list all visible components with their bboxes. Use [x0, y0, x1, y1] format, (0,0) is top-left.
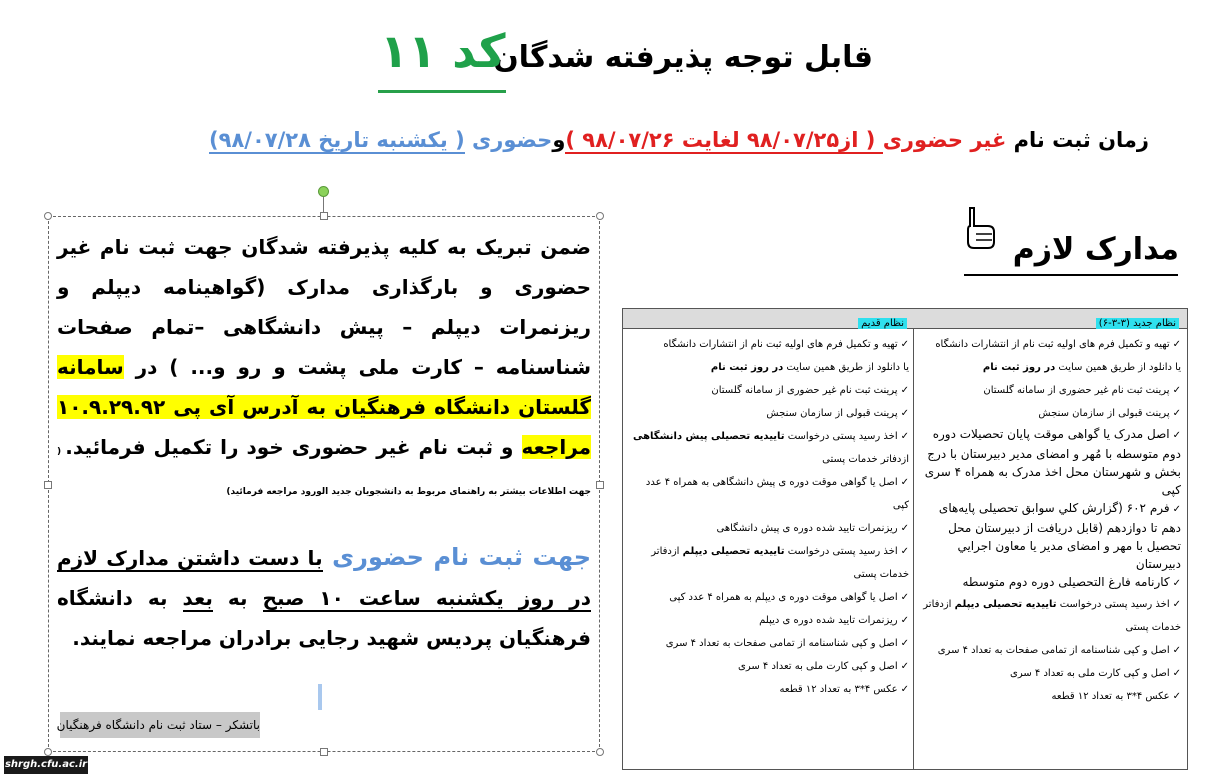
notice-paragraph-online	[57, 227, 591, 507]
old-system-items	[623, 329, 915, 701]
new-system-item	[920, 356, 1181, 379]
reg-label: زمان ثبت نام	[1006, 128, 1149, 152]
old-system-item-emphasis: در روز ثبت نام	[710, 362, 784, 373]
checkmark-icon: ✓	[1172, 408, 1181, 419]
resize-handle-top[interactable]	[320, 212, 328, 220]
reg-presence: حضوری	[464, 128, 553, 152]
old-system-item-text: عکس ۴*۳ به تعداد ۱۲ قطعه	[779, 684, 898, 695]
new-system-item-text: کارنامه فارغ التحصیلی دوره دوم متوسطه	[962, 575, 1170, 589]
rotate-handle[interactable]	[318, 186, 329, 197]
docs-heading-underline	[964, 274, 1178, 276]
old-system-item	[629, 632, 909, 655]
new-system-item-text: پرینت قبولی از سازمان سنجش	[1038, 408, 1170, 419]
title-block	[0, 18, 1207, 98]
checkmark-icon: ✓	[900, 615, 909, 626]
old-system-item	[629, 517, 909, 540]
checkmark-icon: ✓	[900, 431, 909, 442]
new-system-item	[920, 499, 1181, 573]
site-logo[interactable]: shrgh.cfu.ac.ir	[4, 756, 88, 774]
column-header-old: نظام قدیم	[623, 309, 915, 329]
old-system-item	[629, 379, 909, 402]
checkmark-icon: ✓	[900, 408, 909, 419]
checkmark-icon: ✓	[1172, 668, 1181, 679]
notice-presence-after: بعد	[182, 586, 213, 610]
checkmark-icon: ✓	[1172, 430, 1181, 441]
checkmark-icon: ✓	[900, 684, 909, 695]
new-system-item	[920, 593, 1181, 639]
old-system-item-text: پرینت قبولی از سازمان سنجش	[766, 408, 898, 419]
old-system-item-emphasis: تاییدیه تحصیلی دیپلم	[682, 546, 785, 557]
docs-table	[622, 308, 1188, 770]
old-system-item-suffix: ازدفاتر خدمات پستی	[651, 546, 909, 580]
new-system-item	[920, 379, 1181, 402]
old-system-item	[629, 402, 909, 425]
old-system-item-text: اصل و کپی کارت ملی به تعداد ۴ سری	[738, 661, 898, 672]
new-system-item-text: پرینت ثبت نام غیر حضوری از سامانه گلستان	[983, 385, 1170, 396]
signature-box: باتشکر – ستاد ثبت نام دانشگاه فرهنگیان	[60, 712, 260, 738]
new-system-item-text: تهیه و تکمیل فرم های اولیه ثبت نام از انتشارات دانشگاه	[935, 339, 1170, 350]
docs-column-new-system	[913, 309, 1187, 769]
new-system-item	[920, 402, 1181, 425]
old-system-item	[629, 678, 909, 701]
checkmark-icon: ✓	[900, 339, 909, 350]
old-system-item-text: یا دانلود از طریق همین سایت	[783, 362, 909, 373]
reg-non-presence-dates: ( از۹۸/۰۷/۲۵ لغایت ۹۸/۰۷/۲۶ )	[565, 128, 883, 152]
checkmark-icon: ✓	[1172, 578, 1181, 589]
notice-golestan-highlight: سامانه گلستان دانشگاه فرهنگیان به آدرس آی پی ۱۰.۹.۲۹.۹۲ مراجعه	[57, 355, 592, 459]
checkmark-icon: ✓	[900, 592, 909, 603]
notice-online-text: ضمن تبریک به کلیه پذیرفته شدگان جهت ثبت نام غیر حضوری و بارگذاری مدارک (گواهینامه دیپلم و ریزنمرات دیپلم – پیش دانشگاهی –تمام صفحات شناسنامه – کارت ملی پشت و رو و... ) در	[57, 235, 591, 379]
title-code-underline	[378, 90, 506, 93]
old-system-item-text: اصل یا گواهی موقت دوره ی پیش دانشگاهی به همراه ۴ عدد کپی	[645, 477, 909, 511]
checkmark-icon: ✓	[900, 661, 909, 672]
notice-presence-end: به دانشگاه فرهنگیان پردیس شهید رجایی برادران مراجعه نمایند.	[57, 586, 591, 650]
checkmark-icon: ✓	[900, 523, 909, 534]
old-system-item-text: تهیه و تکمیل فرم های اولیه ثبت نام از انتشارات دانشگاه	[663, 339, 898, 350]
new-system-item-text: عکس ۴*۳ به تعداد ۱۲ قطعه	[1051, 691, 1170, 702]
old-system-item-suffix: ازدفاتر خدمات پستی	[822, 454, 909, 465]
new-system-item	[920, 685, 1181, 708]
notice-online-end: و ثبت نام غیر حضوری خود را تکمیل فرمائید.	[65, 435, 522, 459]
new-system-item-text: اصل و کپی کارت ملی به تعداد ۴ سری	[1010, 668, 1170, 679]
new-system-item	[920, 425, 1181, 499]
checkmark-icon: ✓	[900, 477, 909, 488]
old-system-item-text: اصل یا گواهی موقت دوره ی دیپلم به همراه ۴ عدد کپی	[669, 592, 898, 603]
pointing-hand-icon	[962, 206, 1000, 250]
resize-handle-right[interactable]	[596, 481, 604, 489]
notice-guide-note: ( جهت اطلاعات بیشتر به راهنمای مربوط به دانشجویان جدید الورود مراجعه فرمائید)	[57, 447, 591, 497]
checkmark-icon: ✓	[1172, 599, 1181, 610]
new-system-item-text: فرم ۶۰۲ (گزارش كلي سوابق تحصیلی پایه‌های دهم تا دوازدهم (قابل دريافت از دبیرستان محل تحصیل با مهر و امضای مدير يا معاون اجرايي دبیرستان	[938, 501, 1181, 571]
notice-presence-mid: به	[212, 586, 263, 610]
old-system-item	[629, 586, 909, 609]
new-system-items	[914, 329, 1187, 708]
reg-presence-date: ( یکشنبه تاریخ ۹۸/۰۷/۲۸)	[209, 128, 465, 152]
reg-non-presence: غیر حضوری	[882, 128, 1007, 152]
new-system-item-text: اصل و کپی شناسنامه از تمامی صفحات به تعداد ۴ سری	[937, 645, 1170, 656]
registration-time-line	[209, 128, 1149, 152]
docs-column-old-system	[623, 309, 915, 769]
resize-handle-bottom-right[interactable]	[596, 748, 604, 756]
old-system-item	[629, 655, 909, 678]
checkmark-icon: ✓	[900, 546, 909, 557]
checkmark-icon: ✓	[900, 638, 909, 649]
old-system-item-text: پرینت ثبت نام غیر حضوری از سامانه گلستان	[711, 385, 898, 396]
checkmark-icon: ✓	[1172, 385, 1181, 396]
resize-handle-left[interactable]	[44, 481, 52, 489]
old-system-item-text: اخذ رسید پستی درخواست	[784, 431, 898, 442]
checkmark-icon: ✓	[1172, 339, 1181, 350]
new-system-item-text: یا دانلود از طریق همین سایت	[1055, 362, 1181, 373]
old-system-item	[629, 540, 909, 586]
docs-heading: مدارک لازم	[1012, 232, 1179, 267]
resize-handle-top-left[interactable]	[44, 212, 52, 220]
old-system-item	[629, 425, 909, 471]
new-system-item	[920, 662, 1181, 685]
old-system-item	[629, 356, 909, 379]
text-cursor	[318, 684, 322, 710]
old-system-item	[629, 471, 909, 517]
notice-presence-title: جهت ثبت نام حضوری	[322, 543, 591, 571]
checkmark-icon: ✓	[900, 385, 909, 396]
page-title-code: کد ۱۱	[380, 24, 506, 78]
resize-handle-top-right[interactable]	[596, 212, 604, 220]
resize-handle-bottom-left[interactable]	[44, 748, 52, 756]
reg-and: و	[552, 128, 566, 152]
old-system-item	[629, 333, 909, 356]
old-system-item-text: اخذ رسید پستی درخواست	[784, 546, 898, 557]
old-system-item-text: اصل و کپی شناسنامه از تمامی صفحات به تعداد ۴ سری	[665, 638, 898, 649]
page-title: قابل توجه پذیرفته شدگان	[493, 40, 873, 75]
old-system-item-text: ریزنمرات تایید شده دوره ی دیپلم	[759, 615, 898, 626]
notice-text-box[interactable]	[48, 216, 600, 752]
column-header-new: نظام جدید (۳-۳-۶)	[914, 309, 1187, 329]
checkmark-icon: ✓	[1172, 691, 1181, 702]
new-system-item	[920, 573, 1181, 593]
new-system-item	[920, 639, 1181, 662]
new-system-item-text: اصل مدرک یا گواهی موقت پایان تحصیلات دوره دوم متوسطه با مُهر و امضای مدیر دبیرستان با درج بخش و شهرستان محل اخذ مدرک به همراه ۴ سری کپی	[924, 427, 1181, 497]
new-system-item	[920, 333, 1181, 356]
notice-presence-when: با دست داشتن مدارک لازم در روز یکشنبه ساعت ۱۰ صبح	[57, 546, 591, 610]
resize-handle-bottom[interactable]	[320, 748, 328, 756]
checkmark-icon: ✓	[1172, 645, 1181, 656]
checkmark-icon: ✓	[1172, 504, 1181, 515]
new-system-item-text: اخذ رسید پستی درخواست	[1056, 599, 1170, 610]
notice-paragraph-presence	[57, 537, 591, 658]
new-system-item-suffix: ازدفاتر خدمات پستی	[923, 599, 1181, 633]
old-system-item-text: ریزنمرات تایید شده دوره ی پیش دانشگاهی	[716, 523, 898, 534]
old-system-item-emphasis: تاییدیه تحصیلی پیش دانشگاهی	[632, 431, 785, 442]
new-system-item-emphasis: تاییدیه تحصیلی دیپلم	[954, 599, 1057, 610]
new-system-item-emphasis: در روز ثبت نام	[982, 362, 1056, 373]
old-system-item	[629, 609, 909, 632]
